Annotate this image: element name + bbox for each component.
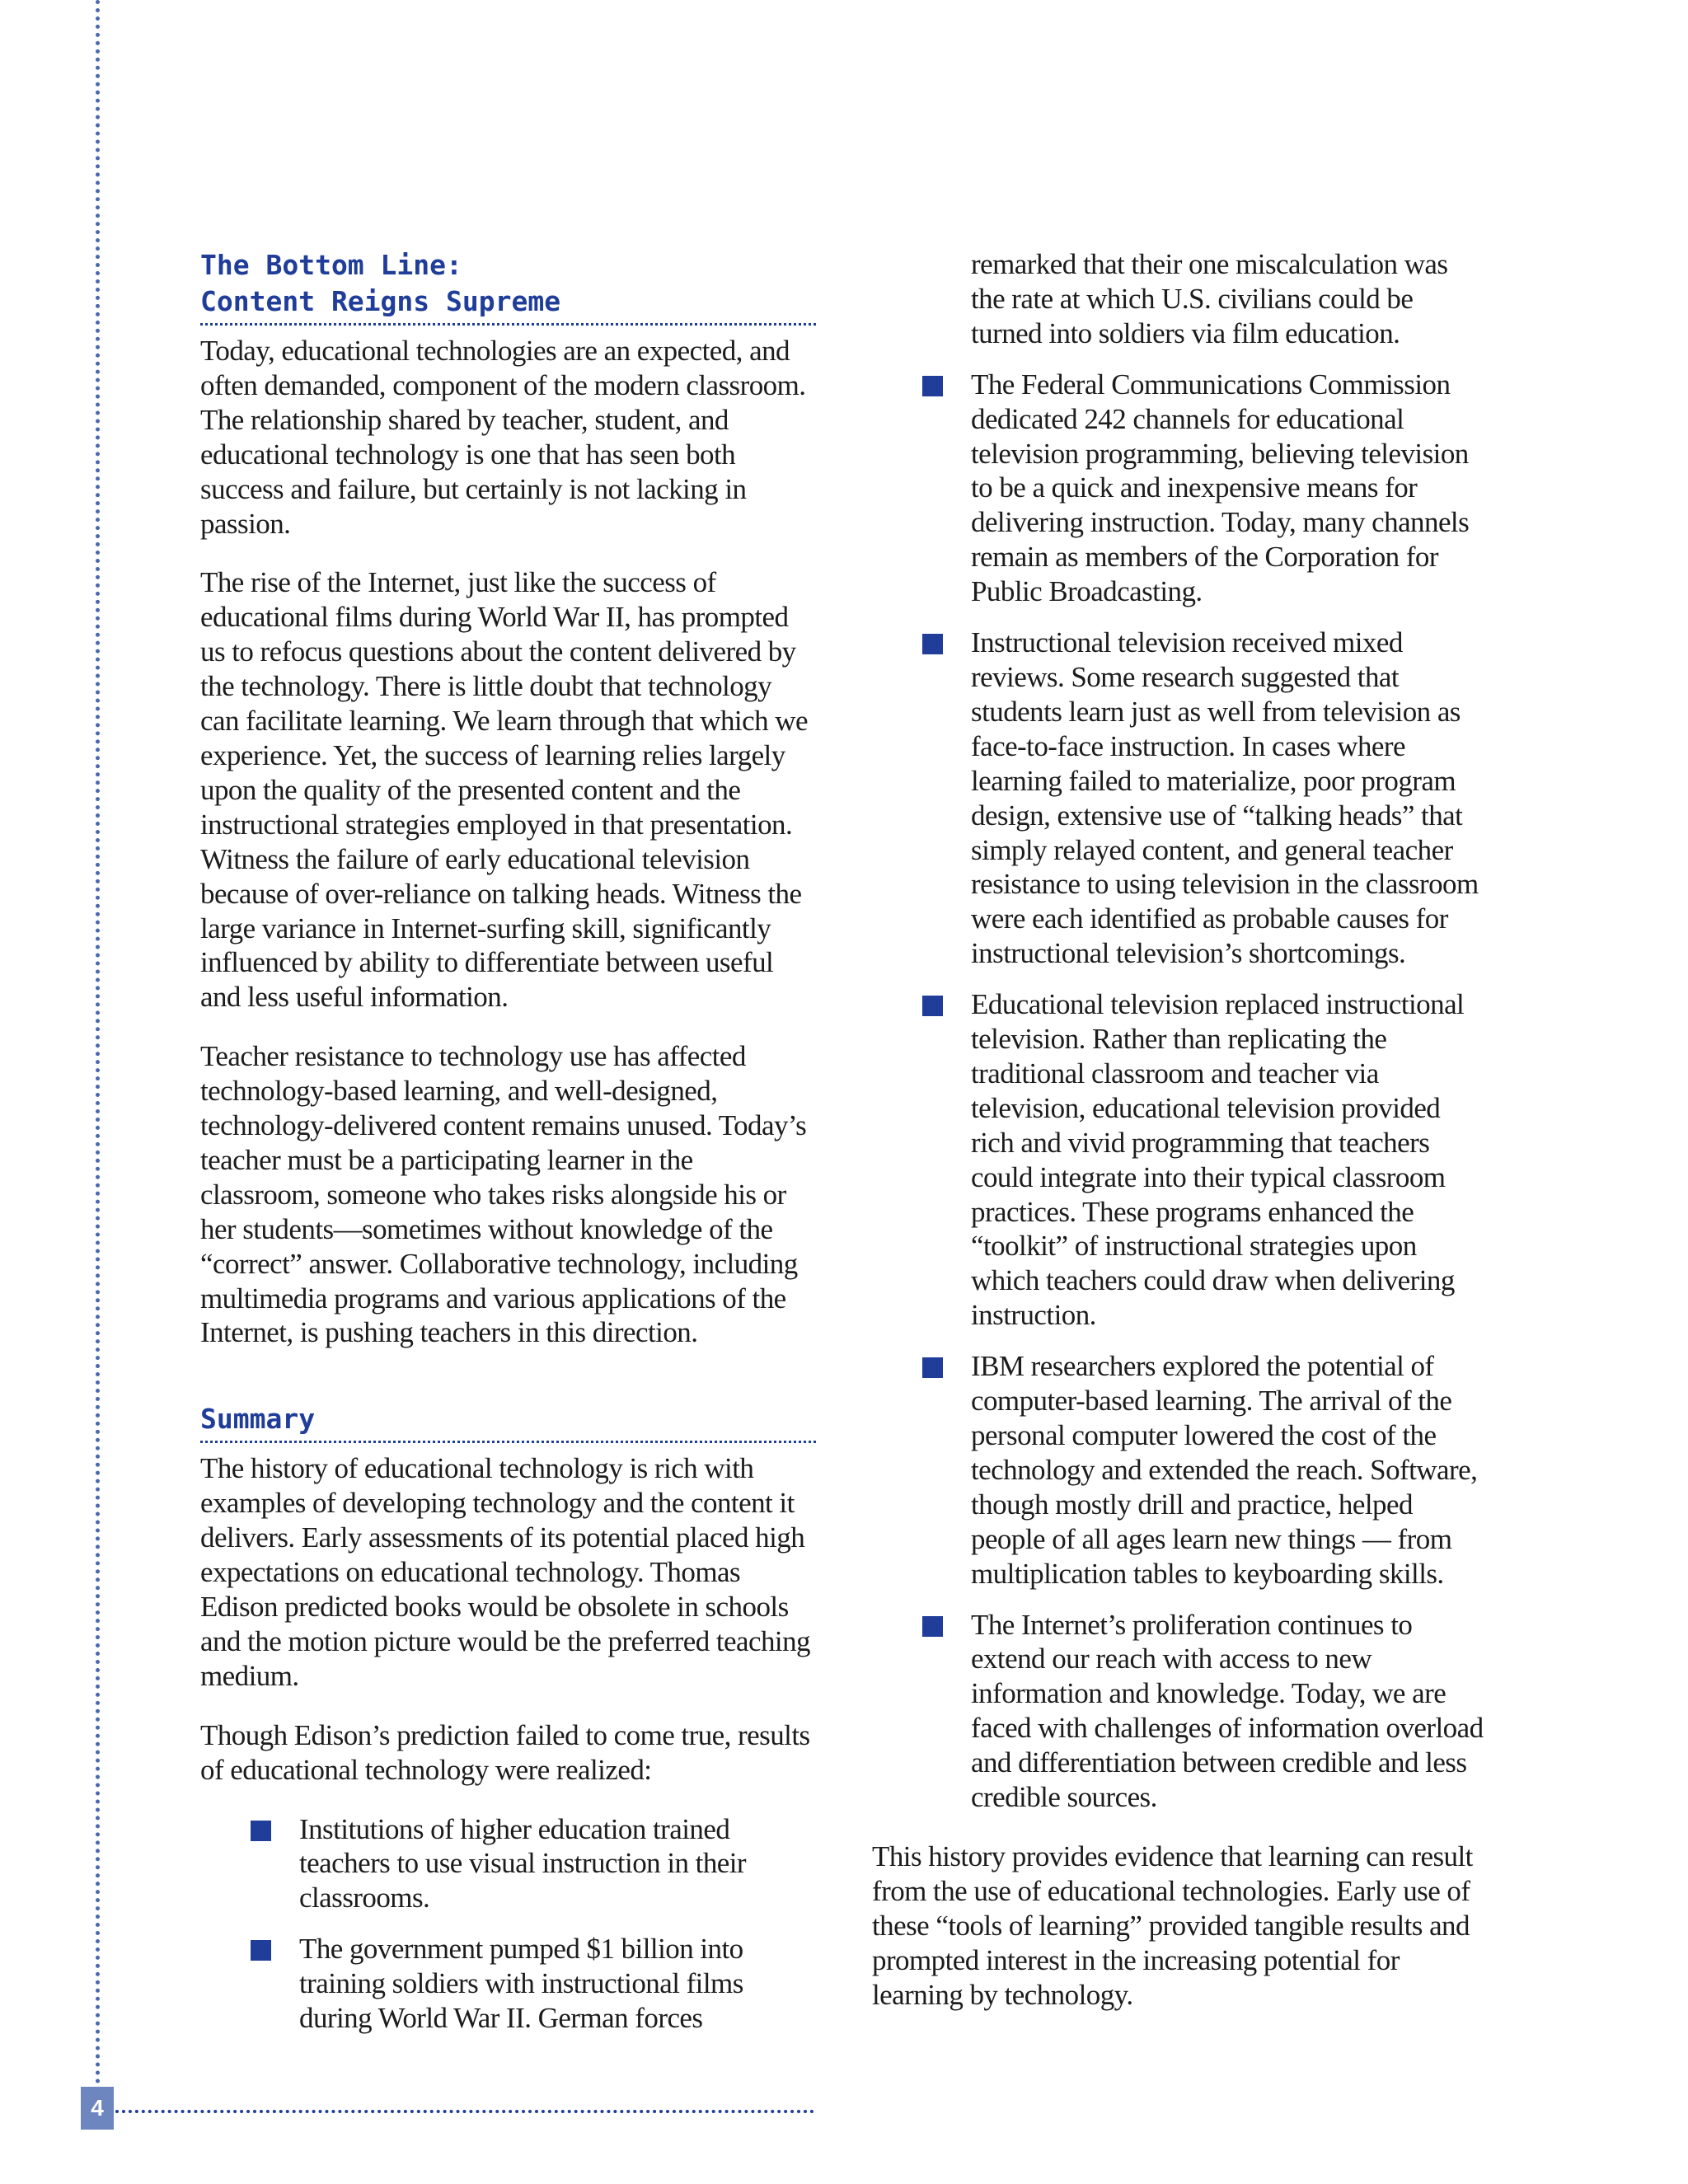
section-heading-bottom-line xyxy=(200,247,816,326)
paragraph: The history of educational technology is rich with examples of developing technology and the content it delivers. Early assessments of its potential placed high expectations on educational technology. Thomas Edison predicted books would be obsolete in schools and the motion picture would be the preferred teaching medium. xyxy=(200,1452,811,1692)
list-item xyxy=(200,1932,816,2036)
heading-line-1: The Bottom Line: xyxy=(200,249,462,281)
square-bullet-icon xyxy=(922,376,943,396)
list-item xyxy=(872,987,1486,1333)
list-item-continuation: remarked that their one miscalculation was the rate at which U.S. civilians could be turned into soldiers via film education. xyxy=(971,248,1448,349)
list-item-text: Educational television replaced instructional television. Rather than replicating the traditional classroom and teacher via television, educational television provided rich and vivid programming that teachers could integrate into their typical classroom practices. These programs enhanced the “toolkit” of instructional strategies upon which teachers could draw when delivering instruction. xyxy=(971,988,1465,1332)
bullet-list xyxy=(200,1812,816,2036)
list-item xyxy=(872,1608,1486,1815)
closing-paragraph: This history provides evidence that learning can result from the use of educational technologies. Early use of these “tools of learning” provided tangible results and prompted interest in the increasing potential for learning by technology. xyxy=(872,1840,1473,2011)
list-item-text: The government pumped $1 billion into training soldiers with instructional films during World War II. German forces xyxy=(299,1933,743,2035)
footer-dotted-rule xyxy=(115,2110,814,2113)
right-column xyxy=(872,247,1486,2037)
square-bullet-icon xyxy=(922,634,943,654)
paragraph: Teacher resistance to technology use has affected technology-based learning, and well-designed, technology-delivered content remains unused. Today’s teacher must be a participating learner in the classroom, someone who takes risks alongside his or her students—sometimes without knowledge of the “correct” answer. Collaborative technology, including multimedia programs and various applications of the Internet, is pushing teachers in this direction. xyxy=(200,1040,807,1349)
page-number: 4 xyxy=(81,2087,114,2130)
square-bullet-icon xyxy=(922,996,943,1016)
paragraph: The rise of the Internet, just like the success of educational films during World War II, has prompted us to refocus questions about the content delivered by the technology. There is little doubt that technology can facilitate learning. We learn through that which we experience. Yet, the success of learning relies largely upon the quality of the presented content and the instructional strategies employed in that presentation. Witness the failure of early educational television because of over-reliance on talking heads. Witness the large variance in Internet-surfing skill, significantly influenced by ability to differentiate between useful and less useful information. xyxy=(200,566,808,1014)
paragraph: Today, educational technologies are an expected, and often demanded, component of the modern classroom. The relationship shared by teacher, student, and educational technology is one that has seen both success and failure, but certainly is not lacking in passion. xyxy=(200,335,806,540)
square-bullet-icon xyxy=(922,1616,943,1637)
list-item xyxy=(872,1349,1486,1591)
section-heading-summary: Summary xyxy=(200,1401,816,1443)
left-dotted-rule xyxy=(96,0,100,2085)
list-item-text: IBM researchers explored the potential of computer-based learning. The arrival of the personal computer lowered the cost of the technology and extended the reach. Software, though mostly drill and practice, helped people of all ages learn new things — from multiplication tables to keyboarding skills. xyxy=(971,1350,1478,1590)
left-column xyxy=(200,247,816,2060)
list-item xyxy=(872,368,1486,609)
bullet-list xyxy=(971,368,1486,1815)
paragraph: Though Edison’s prediction failed to come true, results of educational technology were realized: xyxy=(200,1718,810,1786)
list-item xyxy=(200,1812,816,1916)
list-item-text: Instructional television received mixed reviews. Some research suggested that students learn just as well from television as face-to-face instruction. In cases where learning failed to materialize, poor program design, extensive use of “talking heads” that simply relayed content, and general teacher resistance to using television in the classroom were each identified as probable causes for instructional television’s shortcomings. xyxy=(971,626,1479,970)
list-item-text: The Internet’s proliferation continues to extend our reach with access to new information and knowledge. Today, we are faced with challenges of information overload and differentiation between credible and less credible sources. xyxy=(971,1608,1484,1814)
square-bullet-icon xyxy=(251,1821,271,1841)
list-item-text: Institutions of higher education trained teachers to use visual instruction in their classrooms. xyxy=(299,1812,747,1915)
square-bullet-icon xyxy=(251,1940,271,1961)
heading-line-2: Content Reigns Supreme xyxy=(200,285,561,317)
list-item-text: The Federal Communications Commission dedicated 242 channels for educational television programming, believing television to be a quick and inexpensive means for delivering instruction. Today, many channels remain as members of the Corporation for Public Broadcasting. xyxy=(971,368,1470,608)
list-item xyxy=(872,626,1486,971)
square-bullet-icon xyxy=(922,1357,943,1378)
